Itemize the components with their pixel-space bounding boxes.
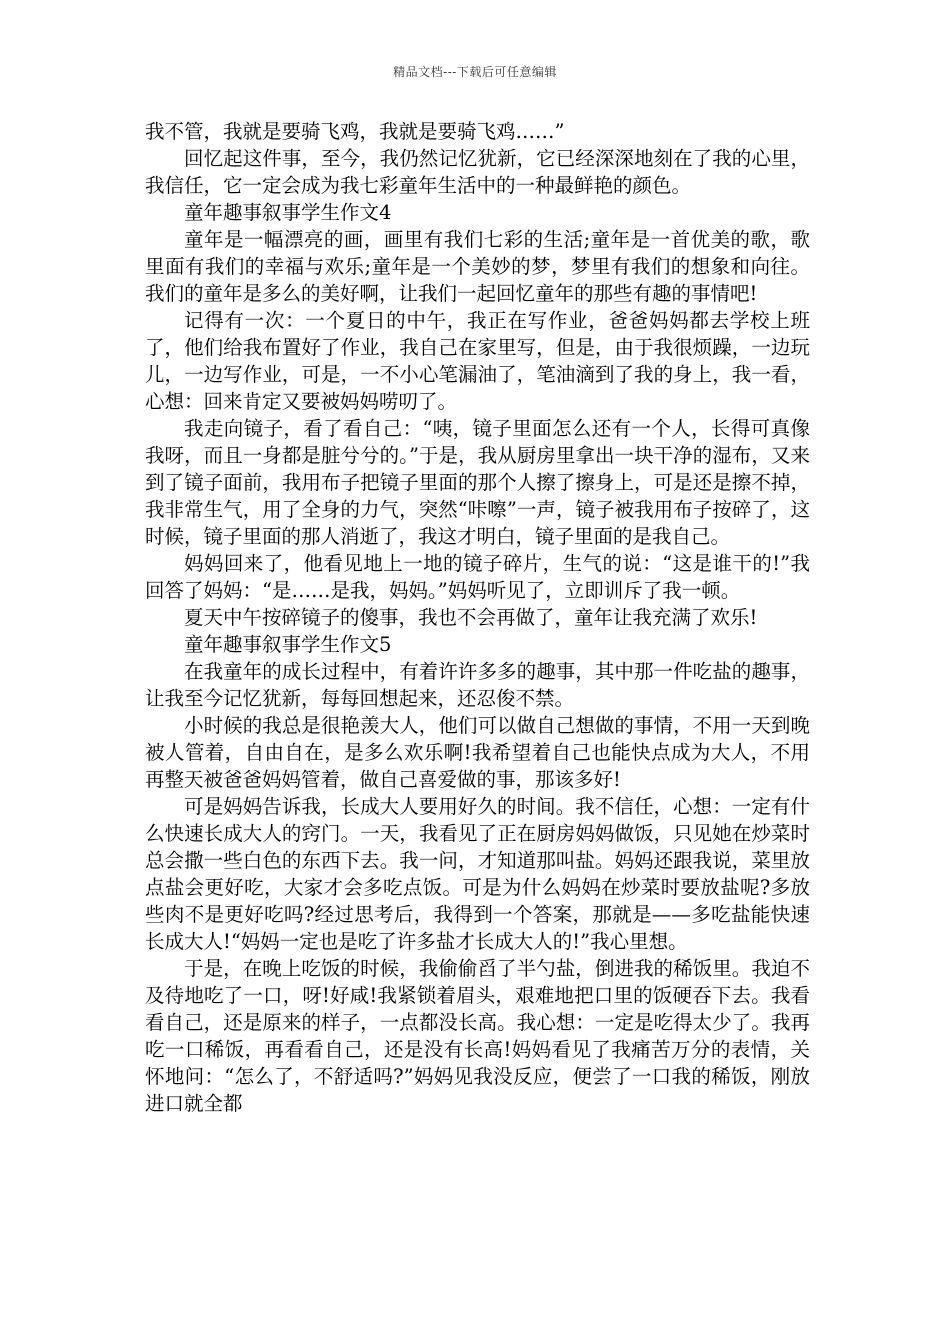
paragraph: 于是，在晚上吃饭的时候，我偷偷舀了半勺盐，倒进我的稀饭里。我迫不及待地吃了一口，呀!好咸!我紧锁着眉头，艰难地把口里的饭硬吞下去。我看看自己，还是原来的样子，一点都没长高。我心想：一定是吃得太少了。我再吃一口稀饭，再看看自己，还是没有长高!妈妈看见了我痛苦万分的表情，关怀地问：“怎么了，不舒适吗?”妈妈见我没反应，便尝了一口我的稀饭，刚放进口就全都 xyxy=(145,957,810,1115)
paragraph: 夏天中午按碎镜子的傻事，我也不会再做了，童年让我充满了欢乐! xyxy=(184,606,758,629)
paragraph: 小时候的我总是很艳羡大人，他们可以做自己想做的事情，不用一天到晚被人管着，自由自在，是多么欢乐啊!我希望着自己也能快点成为大人，不用再整天被爸爸妈妈管着，做自己喜爱做的事，那该多好! xyxy=(145,714,810,791)
paragraph: 童年是一幅漂亮的画，画里有我们七彩的生活;童年是一首优美的歌，歌里面有我们的幸福与欢乐;童年是一个美妙的梦，梦里有我们的想象和向往。我们的童年是多么的美好啊，让我们一起回忆童年的那些有趣的事情吧! xyxy=(145,228,810,305)
page-header: 精品文档---下载后可任意编辑 xyxy=(393,65,557,79)
paragraph: 回忆起这件事，至今，我仍然记忆犹新，它已经深深地刻在了我的心里，我信任，它一定会成为我七彩童年生活中的一种最鲜艳的颜色。 xyxy=(145,147,810,197)
paragraph: 可是妈妈告诉我，长成大人要用好久的时间。我不信任，心想：一定有什么快速长成大人的窍门。一天，我看见了正在厨房妈妈做饭，只见她在炒菜时总会撒一些白色的东西下去。我一问，才知道那叫盐。妈妈还跟我说，菜里放点盐会更好吃，大家才会多吃点饭。可是为什么妈妈在炒菜时要放盐呢?多放些肉不是更好吃吗?经过思考后，我得到一个答案，那就是——多吃盐能快速长成大人!“妈妈一定也是吃了许多盐才长成大人的!”我心里想。 xyxy=(145,795,810,953)
paragraph: 妈妈回来了，他看见地上一地的镜子碎片，生气的说：“这是谁干的!”我回答了妈妈：“是……是我，妈妈。”妈妈听见了，立即训斥了我一顿。 xyxy=(145,552,810,602)
section-heading: 童年趣事叙事学生作文4 xyxy=(184,201,392,224)
paragraph: 我走向镜子，看了看自己：“咦，镜子里面怎么还有一个人，长得可真像我呀，而且一身都是脏兮兮的。”于是，我从厨房里拿出一块干净的湿布，又来到了镜子面前，我用布子把镜子里面的那个人擦了擦身上，可是还是擦不掉，我非常生气，用了全身的力气，突然“咔嚓”一声，镜子被我用布子按碎了，这时候，镜子里面的那人消逝了，我这才明白，镜子里面的是我自己。 xyxy=(145,417,810,548)
paragraph: 我不管，我就是要骑飞鸡，我就是要骑飞鸡……” xyxy=(145,120,565,143)
paragraph: 记得有一次：一个夏日的中午，我正在写作业，爸爸妈妈都去学校上班了，他们给我布置好了作业，我自己在家里写，但是，由于我很烦躁，一边玩儿，一边写作业，可是，一不小心笔漏油了，笔油滴到了我的身上，我一看，心想：回来肯定又要被妈妈唠叨了。 xyxy=(145,309,810,413)
document-body xyxy=(145,118,810,1117)
section-heading: 童年趣事叙事学生作文5 xyxy=(184,633,392,656)
paragraph: 在我童年的成长过程中，有着许许多多的趣事，其中那一件吃盐的趣事，让我至今记忆犹新，每每回想起来，还忍俊不禁。 xyxy=(145,660,810,710)
